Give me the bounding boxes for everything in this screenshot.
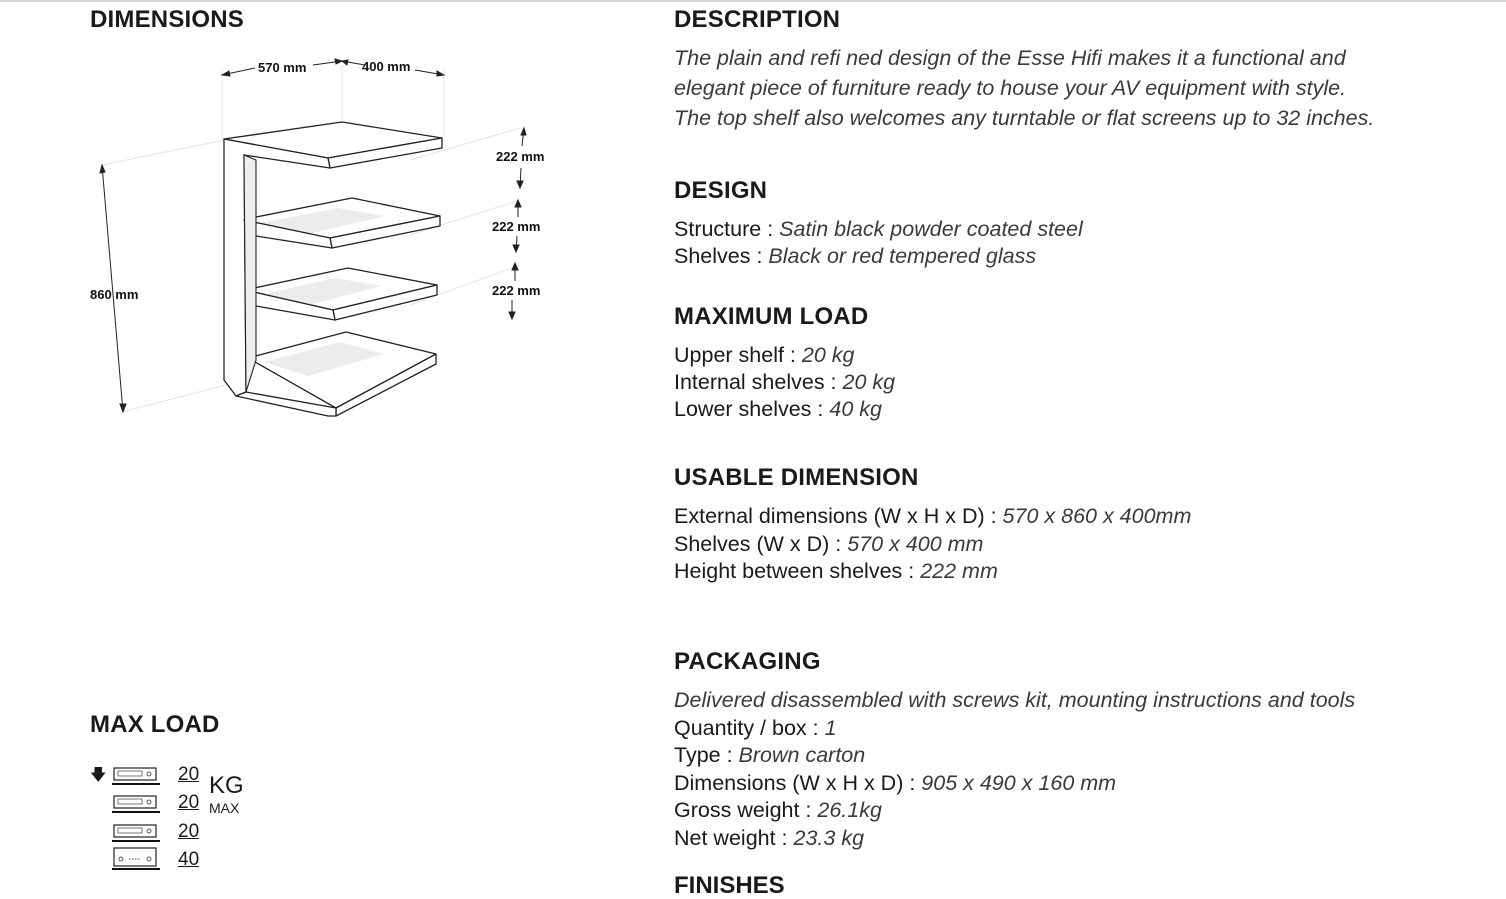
description-text [674, 43, 1374, 133]
spec-value: 1 [824, 715, 837, 740]
description-line: elegant piece of furniture ready to house your AV equipment with style. [674, 76, 1347, 100]
load-unit-sub: MAX [209, 800, 240, 816]
spec-label: Structure : [674, 217, 780, 241]
design-heading: DESIGN [674, 177, 768, 204]
spec-value: Satin black powder coated steel [779, 217, 1083, 241]
spec-label: Dimensions (W x H x D) : [674, 770, 922, 795]
spec-row [674, 825, 1355, 853]
speaker-icon [112, 847, 160, 871]
packaging-intro [674, 687, 1355, 715]
spec-row [674, 531, 1191, 559]
spec-row [674, 369, 895, 396]
spec-label: Net weight : [674, 825, 794, 850]
shelf-dimension-drawing [80, 40, 560, 430]
spec-row [674, 243, 1083, 270]
load-row [86, 819, 266, 843]
spec-value: 23.3 kg [793, 825, 865, 850]
depth-dimension-label: 400 mm [362, 59, 411, 74]
design-specs [674, 216, 1083, 270]
spec-row [674, 797, 1355, 825]
spec-row [674, 715, 1355, 743]
finishes-heading-cut [674, 872, 789, 899]
max-load-heading: MAX LOAD [90, 711, 220, 738]
spec-label: Lower shelves : [674, 397, 830, 421]
gap-dimension-label: 222 mm [492, 283, 541, 298]
finishes-heading-text: FINISHES [674, 872, 785, 899]
load-value: 20 [178, 821, 200, 842]
maximum-load-specs [674, 342, 895, 423]
spec-row [674, 742, 1355, 770]
max-load-panel [86, 758, 266, 885]
spec-row [674, 770, 1355, 798]
packaging-heading: PACKAGING [674, 648, 821, 675]
spec-value: Brown carton [738, 743, 866, 767]
load-value: 20 [178, 764, 200, 785]
spec-row [674, 503, 1191, 531]
amplifier-icon [112, 794, 160, 814]
width-dimension-label: 570 mm [258, 60, 307, 75]
spec-label: Type : [674, 743, 739, 767]
spec-value: 40 kg [829, 397, 882, 421]
packaging-specs [674, 687, 1355, 852]
spec-label: Shelves : [674, 244, 769, 268]
spec-value: 20 kg [842, 370, 896, 394]
spec-value: 905 x 490 x 160 mm [921, 770, 1117, 795]
spec-label: Quantity / box : [674, 715, 825, 740]
spec-value: 570 x 860 x 400mm [1002, 504, 1192, 528]
height-dimension-label: 860 mm [90, 287, 139, 302]
maximum-load-heading: MAXIMUM LOAD [674, 303, 869, 330]
spec-value: 20 kg [801, 343, 855, 367]
spec-label: Upper shelf : [674, 343, 802, 367]
load-row [86, 847, 266, 871]
spec-label: Shelves (W x D) : [674, 531, 848, 556]
usable-dimension-specs [674, 503, 1191, 586]
load-value: 40 [178, 849, 200, 870]
spec-value: 570 x 400 mm [847, 531, 984, 556]
packaging-intro-text: Delivered disassembled with screws kit, mounting instructions and tools [674, 688, 1356, 712]
top-divider [0, 0, 1506, 2]
spec-row [674, 342, 895, 369]
spec-value: 26.1kg [817, 798, 882, 822]
spec-label: Internal shelves : [674, 370, 843, 394]
spec-row [674, 396, 895, 423]
spec-row [674, 558, 1191, 586]
amplifier-icon [112, 823, 160, 843]
load-value: 20 [178, 792, 200, 813]
spec-row [674, 216, 1083, 243]
amplifier-icon [112, 766, 160, 786]
description-heading: DESCRIPTION [674, 6, 841, 33]
usable-dimension-heading: USABLE DIMENSION [674, 464, 919, 491]
spec-label: Gross weight : [674, 798, 818, 822]
spec-label: Height between shelves : [674, 559, 921, 583]
load-unit: KG [209, 772, 244, 799]
gap-dimension-label: 222 mm [492, 219, 541, 234]
dimensions-heading: DIMENSIONS [90, 6, 245, 33]
description-line: The top shelf also welcomes any turntable or flat screens up to 32 inches. [674, 106, 1375, 130]
gap-dimension-label: 222 mm [496, 149, 545, 164]
description-line: The plain and refi ned design of the Esse Hifi makes it a functional and [674, 46, 1346, 70]
down-arrow-icon: 🡇 [90, 767, 107, 784]
spec-value: 222 mm [920, 559, 998, 583]
spec-value: Black or red tempered glass [768, 244, 1037, 268]
spec-label: External dimensions (W x H x D) : [674, 504, 1003, 528]
